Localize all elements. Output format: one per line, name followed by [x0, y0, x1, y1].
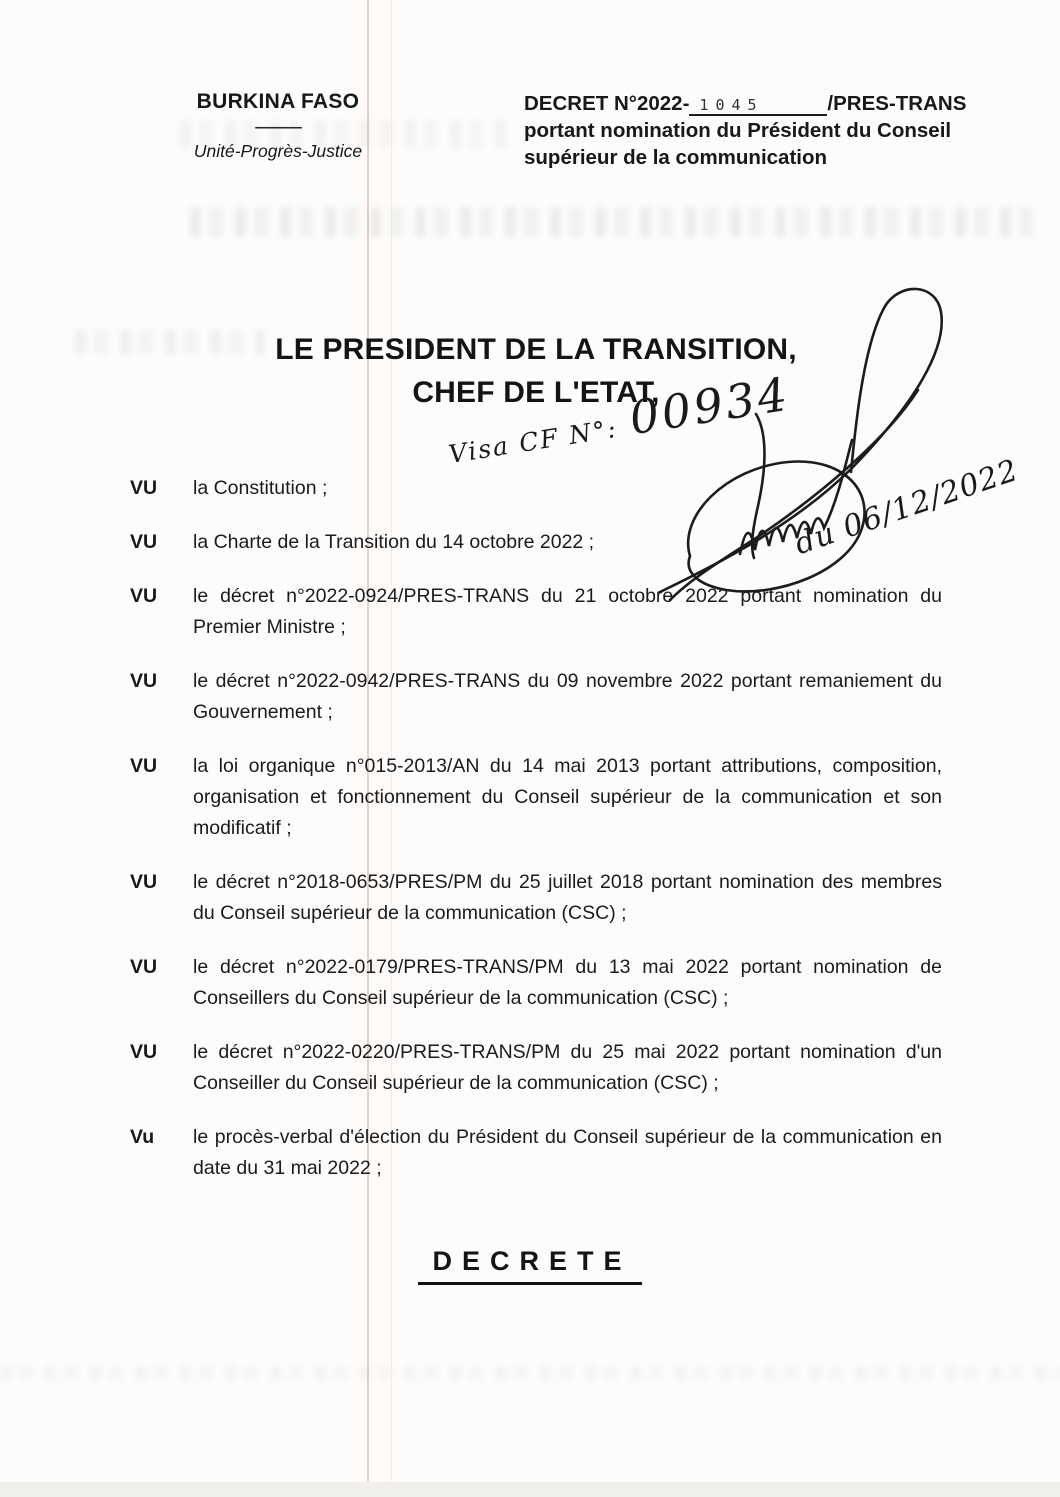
- title-line2: CHEF DE L'ETAT,: [412, 376, 660, 409]
- vu-item-text: le procès-verbal d'élection du Président du Conseil supérieur de la communication en date du 31 mai 2022 ;: [193, 1126, 942, 1179]
- vu-item-text: la Charte de la Transition du 14 octobre 2022 ;: [193, 531, 595, 553]
- header-right-block: [524, 90, 984, 171]
- vu-item: [130, 666, 942, 728]
- header-left-block: [178, 90, 378, 162]
- vu-item-text: la loi organique n°015-2013/AN du 14 mai 2013 portant attributions, composition, organisation et fonctionnement du Conseil supérieur de la communication et son modificatif ;: [193, 755, 942, 839]
- vu-item-text: le décret n°2022-0220/PRES-TRANS/PM du 25 mai 2022 portant nomination d'un Conseiller du Conseil supérieur de la communication (CSC) ;: [193, 1041, 942, 1094]
- header-divider: --------------: [254, 119, 302, 134]
- country-name: BURKINA FASO: [196, 90, 360, 113]
- title-line1: LE PRESIDENT DE LA TRANSITION,: [275, 333, 797, 366]
- vu-item-label: VU: [130, 531, 158, 553]
- decree-prefix: DECRET N°2022-: [524, 92, 690, 115]
- handwritten-visa-number: 00934: [625, 366, 794, 446]
- bleedthrough-smudge: [0, 1366, 1060, 1380]
- vu-item-label: VU: [130, 871, 158, 893]
- decree-reference-line: [524, 90, 984, 117]
- vu-item-text: le décret n°2022-0942/PRES-TRANS du 09 novembre 2022 portant remaniement du Gouvernement ;: [193, 670, 942, 723]
- vu-item: [130, 1122, 942, 1184]
- decrete-heading: DECRETE: [418, 1246, 641, 1285]
- decree-number-blank: [689, 95, 827, 116]
- vu-item: [130, 952, 942, 1014]
- vu-item: [130, 527, 942, 558]
- decree-subject-line1: portant nomination du Président du Conseil: [524, 119, 952, 142]
- decrete-section: [0, 1246, 1060, 1285]
- vu-item-text: la Constitution ;: [193, 477, 328, 499]
- vu-item-label: Vu: [130, 1126, 155, 1148]
- scan-bottom-edge: [0, 1482, 1060, 1497]
- vu-item-label: VU: [130, 477, 158, 499]
- decree-suffix: /PRES-TRANS: [827, 92, 967, 115]
- vu-item-text: le décret n°2018-0653/PRES/PM du 25 juillet 2018 portant nomination des membres du Conseil supérieur de la communication (CSC) ;: [193, 871, 942, 924]
- vu-item-text: le décret n°2022-0179/PRES-TRANS/PM du 13 mai 2022 portant nomination de Conseillers du Conseil supérieur de la communication (CSC) ;: [193, 956, 942, 1009]
- vu-item: [130, 751, 942, 844]
- decree-subject-line2: supérieur de la communication: [524, 146, 828, 169]
- decree-number: 1045: [699, 96, 764, 114]
- vu-item-label: VU: [130, 755, 158, 777]
- vu-item-text: le décret n°2022-0924/PRES-TRANS du 21 octobre 2022 portant nomination du Premier Ministre ;: [193, 585, 942, 638]
- vu-item-label: VU: [130, 1041, 158, 1063]
- vu-item: [130, 1037, 942, 1099]
- handwritten-visa-label: Visa CF N°:: [446, 413, 620, 470]
- bleedthrough-smudge: [190, 207, 1040, 237]
- handwritten-date: du 06/12/2022: [790, 452, 1023, 563]
- vu-item: [130, 581, 942, 643]
- vu-item: [130, 473, 942, 504]
- vu-item-label: VU: [130, 670, 158, 692]
- vu-list: [130, 473, 942, 1207]
- vu-item-label: VU: [130, 585, 158, 607]
- vu-item: [130, 867, 942, 929]
- vu-item-label: VU: [130, 956, 158, 978]
- national-motto: Unité-Progrès-Justice: [193, 141, 363, 161]
